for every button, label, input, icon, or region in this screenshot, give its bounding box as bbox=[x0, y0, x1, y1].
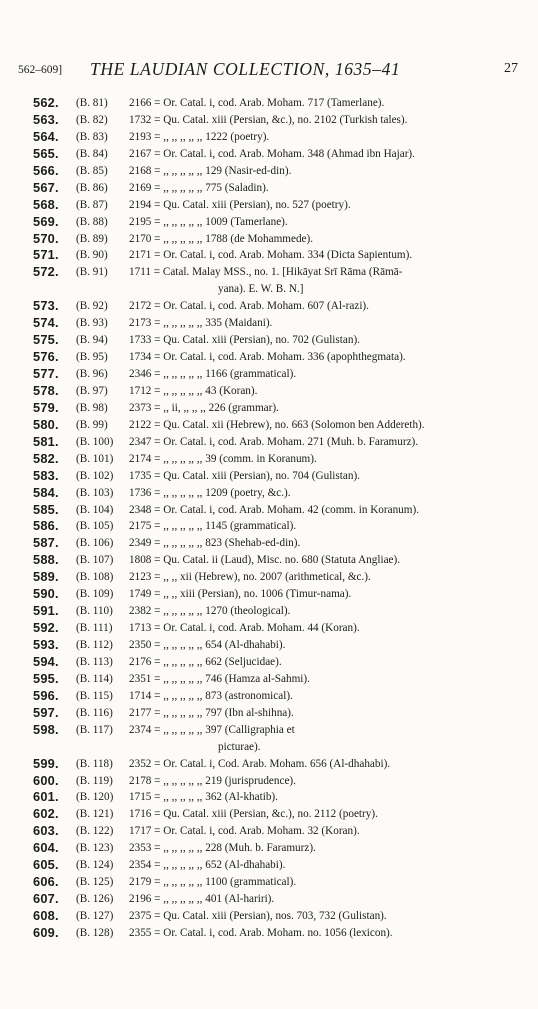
entry-reference: (B. 108) bbox=[76, 571, 114, 584]
entry-number: 591. bbox=[33, 603, 59, 619]
list-item bbox=[0, 891, 538, 908]
entry-number: 577. bbox=[33, 366, 59, 382]
entry-number: 565. bbox=[33, 145, 59, 161]
list-item bbox=[0, 722, 538, 756]
entry-number: 590. bbox=[33, 586, 59, 602]
entry-number: 575. bbox=[33, 332, 59, 348]
entry-reference: (B. 104) bbox=[76, 503, 114, 516]
entry-text: 2193 = ,, ,, ,, ,, ,, 1222 (poetry). bbox=[129, 130, 270, 143]
entry-number: 603. bbox=[33, 823, 59, 839]
entry-number: 589. bbox=[33, 569, 59, 585]
header-range: 562–609] bbox=[18, 64, 63, 76]
entry-reference: (B. 114) bbox=[76, 672, 113, 685]
entry-number: 608. bbox=[33, 908, 59, 924]
list-item bbox=[0, 366, 538, 383]
entry-text: 2171 = Or. Catal. i, cod. Arab. Moham. 334 (Dicta Sapientum). bbox=[129, 249, 413, 262]
list-item bbox=[0, 569, 538, 586]
entry-text: 2355 = Or. Catal. i, cod. Arab. Moham. no. 1056 (lexicon). bbox=[129, 926, 393, 939]
entry-reference: (B. 110) bbox=[76, 605, 113, 618]
entry-number: 566. bbox=[33, 162, 59, 178]
entry-reference: (B. 89) bbox=[76, 232, 108, 245]
list-item bbox=[0, 298, 538, 315]
entry-number: 580. bbox=[33, 416, 59, 432]
entry-number: 562. bbox=[33, 95, 59, 110]
entry-reference: (B. 87) bbox=[76, 198, 108, 211]
entry-text: 1749 = ,, ,, xiii (Persian), no. 1006 (Timur-nama). bbox=[129, 588, 352, 601]
entry-list bbox=[0, 95, 538, 942]
entry-text: 1712 = ,, ,, ,, ,, ,, 43 (Koran). bbox=[129, 384, 258, 397]
entry-reference: (B. 99) bbox=[76, 418, 108, 431]
list-item bbox=[0, 654, 538, 671]
entry-reference: (B. 84) bbox=[76, 147, 108, 160]
list-item bbox=[0, 552, 538, 569]
entry-text: 1715 = ,, ,, ,, ,, ,, 362 (Al-khatib). bbox=[129, 791, 278, 804]
entry-reference: (B. 86) bbox=[76, 181, 108, 194]
entry-number: 586. bbox=[33, 518, 59, 534]
list-item bbox=[0, 518, 538, 535]
list-item bbox=[0, 637, 538, 654]
entry-text: 2353 = ,, ,, ,, ,, ,, 228 (Muh. b. Faramurz). bbox=[129, 842, 316, 855]
entry-number: 583. bbox=[33, 467, 59, 483]
list-item bbox=[0, 756, 538, 773]
list-item bbox=[0, 163, 538, 180]
entry-reference: (B. 95) bbox=[76, 351, 108, 364]
list-item bbox=[0, 603, 538, 620]
entry-reference: (B. 117) bbox=[76, 723, 113, 736]
list-item bbox=[0, 502, 538, 519]
entry-number: 570. bbox=[33, 230, 59, 246]
entry-reference: (B. 121) bbox=[76, 808, 114, 821]
entry-reference: (B. 125) bbox=[76, 876, 114, 889]
entry-text: 1733 = Qu. Catal. xiii (Persian), no. 702 (Gulistan). bbox=[129, 334, 360, 347]
entry-text: 2352 = Or. Catal. i, Cod. Arab. Moham. 656 (Al-dhahabi). bbox=[129, 757, 391, 770]
entry-text: 2348 = Or. Catal. i, cod. Arab. Moham. 42 (comm. in Koranum). bbox=[129, 503, 419, 516]
list-item bbox=[0, 840, 538, 857]
list-item bbox=[0, 468, 538, 485]
entry-number: 604. bbox=[33, 840, 59, 856]
entry-reference: (B. 109) bbox=[76, 588, 114, 601]
entry-number: 595. bbox=[33, 670, 59, 686]
entry-reference: (B. 90) bbox=[76, 249, 108, 262]
list-item bbox=[0, 146, 538, 163]
entry-text: 2347 = Or. Catal. i, cod. Arab. Moham. 271 (Muh. b. Faramurz). bbox=[129, 435, 419, 448]
list-item bbox=[0, 705, 538, 722]
entry-reference: (B. 115) bbox=[76, 689, 113, 702]
entry-number: 567. bbox=[33, 179, 59, 195]
entry-reference: (B. 100) bbox=[76, 435, 114, 448]
entry-number: 607. bbox=[33, 891, 59, 907]
entry-reference: (B. 85) bbox=[76, 164, 108, 177]
entry-reference: (B. 98) bbox=[76, 401, 108, 414]
list-item bbox=[0, 112, 538, 129]
entry-text: 2346 = ,, ,, ,, ,, ,, 1166 (grammatical). bbox=[129, 368, 297, 381]
entry-text: 2195 = ,, ,, ,, ,, ,, 1009 (Tamerlane). bbox=[129, 215, 288, 228]
list-item bbox=[0, 908, 538, 925]
entry-reference: (B. 122) bbox=[76, 825, 114, 838]
list-item bbox=[0, 315, 538, 332]
list-item bbox=[0, 789, 538, 806]
page-number: 27 bbox=[504, 61, 518, 76]
entry-text-continuation: yana). E. W. B. N.] bbox=[218, 283, 304, 296]
list-item bbox=[0, 400, 538, 417]
entry-text: 2169 = ,, ,, ,, ,, ,, 775 (Saladin). bbox=[129, 181, 269, 194]
entry-text: 1732 = Qu. Catal. xiii (Persian, &c.), no. 2102 (Turkish tales). bbox=[129, 113, 408, 126]
list-item bbox=[0, 806, 538, 823]
entry-reference: (B. 116) bbox=[76, 706, 113, 719]
list-item bbox=[0, 247, 538, 264]
list-item bbox=[0, 874, 538, 891]
list-item bbox=[0, 95, 538, 112]
entry-reference: (B. 113) bbox=[76, 655, 113, 668]
entry-number: 592. bbox=[33, 620, 59, 636]
entry-text: 1717 = Or. Catal. i, cod. Arab. Moham. 32 (Koran). bbox=[129, 825, 360, 838]
list-item bbox=[0, 671, 538, 688]
entry-reference: (B. 102) bbox=[76, 469, 114, 482]
entry-reference: (B. 81) bbox=[76, 97, 108, 109]
running-title: THE LAUDIAN COLLECTION, 1635–41 bbox=[90, 59, 401, 79]
page-header bbox=[18, 59, 518, 81]
list-item bbox=[0, 434, 538, 451]
entry-number: 609. bbox=[33, 924, 59, 940]
entry-reference: (B. 112) bbox=[76, 639, 113, 652]
entry-text-continuation: picturae). bbox=[218, 740, 261, 753]
entry-text: 2173 = ,, ,, ,, ,, ,, 335 (Maidani). bbox=[129, 317, 273, 330]
entry-number: 574. bbox=[33, 315, 59, 331]
entry-reference: (B. 92) bbox=[76, 300, 108, 313]
entry-text: 2354 = ,, ,, ,, ,, ,, 652 (Al-dhahabi). bbox=[129, 859, 286, 872]
entry-text: 2176 = ,, ,, ,, ,, ,, 662 (Seljucidae). bbox=[129, 655, 282, 668]
entry-text: 2178 = ,, ,, ,, ,, ,, 219 (jurisprudence). bbox=[129, 774, 296, 787]
entry-reference: (B. 124) bbox=[76, 859, 114, 872]
list-item bbox=[0, 180, 538, 197]
entry-reference: (B. 91) bbox=[76, 266, 108, 279]
entry-text: 2172 = Or. Catal. i, cod. Arab. Moham. 607 (Al-razi). bbox=[129, 300, 369, 313]
entry-text: 1736 = ,, ,, ,, ,, ,, 1209 (poetry, &c.). bbox=[129, 486, 291, 499]
entry-text: 2196 = ,, ,, ,, ,, ,, 401 (Al-hariri). bbox=[129, 893, 275, 906]
entry-text: 2374 = ,, ,, ,, ,, ,, 397 (Calligraphia et bbox=[129, 723, 295, 736]
entry-number: 579. bbox=[33, 399, 59, 415]
entry-reference: (B. 88) bbox=[76, 215, 108, 228]
entry-text: 1714 = ,, ,, ,, ,, ,, 873 (astronomical). bbox=[129, 689, 293, 702]
entry-text: 2175 = ,, ,, ,, ,, ,, 1145 (grammatical). bbox=[129, 520, 297, 533]
entry-number: 578. bbox=[33, 382, 59, 398]
entry-number: 572. bbox=[33, 264, 59, 280]
list-item bbox=[0, 823, 538, 840]
entry-number: 606. bbox=[33, 874, 59, 890]
entry-reference: (B. 120) bbox=[76, 791, 114, 804]
entry-text: 2351 = ,, ,, ,, ,, ,, 746 (Hamza al-Sahmi). bbox=[129, 672, 310, 685]
list-item bbox=[0, 688, 538, 705]
list-item bbox=[0, 231, 538, 248]
entry-number: 587. bbox=[33, 535, 59, 551]
entry-number: 581. bbox=[33, 433, 59, 449]
entry-number: 568. bbox=[33, 196, 59, 212]
entry-number: 605. bbox=[33, 857, 59, 873]
entry-number: 571. bbox=[33, 247, 59, 263]
entry-text: 2194 = Qu. Catal. xiii (Persian), no. 527 (poetry). bbox=[129, 198, 351, 211]
entry-number: 576. bbox=[33, 349, 59, 365]
entry-text: 1808 = Qu. Catal. ii (Laud), Misc. no. 680 (Statuta Angliae). bbox=[129, 554, 401, 567]
entry-number: 584. bbox=[33, 484, 59, 500]
entry-text: 2174 = ,, ,, ,, ,, ,, 39 (comm. in Koranum). bbox=[129, 452, 317, 465]
entry-reference: (B. 126) bbox=[76, 893, 114, 906]
entry-text: 2123 = ,, ,, xii (Hebrew), no. 2007 (arithmetical, &c.). bbox=[129, 571, 371, 584]
entry-reference: (B. 119) bbox=[76, 774, 113, 787]
list-item bbox=[0, 857, 538, 874]
entry-reference: (B. 118) bbox=[76, 757, 113, 770]
entry-reference: (B. 101) bbox=[76, 452, 114, 465]
entry-reference: (B. 96) bbox=[76, 368, 108, 381]
entry-reference: (B. 111) bbox=[76, 622, 113, 635]
entry-text: 2166 = Or. Catal. i, cod. Arab. Moham. 717 (Tamerlane). bbox=[129, 97, 385, 109]
list-item bbox=[0, 383, 538, 400]
entry-reference: (B. 83) bbox=[76, 130, 108, 143]
entry-reference: (B. 127) bbox=[76, 910, 114, 923]
entry-reference: (B. 106) bbox=[76, 537, 114, 550]
entry-text: 2177 = ,, ,, ,, ,, ,, 797 (Ibn al-shihna). bbox=[129, 706, 294, 719]
entry-number: 597. bbox=[33, 704, 59, 720]
list-item bbox=[0, 535, 538, 552]
entry-number: 599. bbox=[33, 755, 59, 771]
entry-number: 601. bbox=[33, 789, 59, 805]
list-item bbox=[0, 451, 538, 468]
entry-reference: (B. 128) bbox=[76, 926, 114, 939]
list-item bbox=[0, 620, 538, 637]
entry-number: 573. bbox=[33, 298, 59, 314]
entry-text: 2170 = ,, ,, ,, ,, ,, 1788 (de Mohammede). bbox=[129, 232, 314, 245]
entry-text: 2179 = ,, ,, ,, ,, ,, 1100 (grammatical). bbox=[129, 876, 297, 889]
list-item bbox=[0, 773, 538, 790]
entry-text: 2373 = ,, ii, ,, ,, ,, 226 (grammar). bbox=[129, 401, 279, 414]
entry-text: 2122 = Qu. Catal. xii (Hebrew), no. 663 (Solomon ben Addereth). bbox=[129, 418, 425, 431]
entry-number: 596. bbox=[33, 687, 59, 703]
entry-reference: (B. 93) bbox=[76, 317, 108, 330]
entry-number: 602. bbox=[33, 806, 59, 822]
entry-text: 1711 = Catal. Malay MSS., no. 1. [Hikāyat Srī Rāma (Rāmā- bbox=[129, 266, 403, 279]
entry-number: 593. bbox=[33, 637, 59, 653]
entry-reference: (B. 103) bbox=[76, 486, 114, 499]
entry-text: 2168 = ,, ,, ,, ,, ,, 129 (Nasir-ed-din). bbox=[129, 164, 292, 177]
entry-text: 2375 = Qu. Catal. xiii (Persian), nos. 703, 732 (Gulistan). bbox=[129, 910, 387, 923]
entry-reference: (B. 94) bbox=[76, 334, 108, 347]
entry-text: 1734 = Or. Catal. i, cod. Arab. Moham. 336 (apophthegmata). bbox=[129, 351, 406, 364]
list-item bbox=[0, 197, 538, 214]
entry-text: 2167 = Or. Catal. i, cod. Arab. Moham. 348 (Ahmad ibn Hajar). bbox=[129, 147, 415, 160]
entry-text: 2382 = ,, ,, ,, ,, ,, 1270 (theological). bbox=[129, 605, 291, 618]
entry-number: 600. bbox=[33, 772, 59, 788]
list-item bbox=[0, 485, 538, 502]
entry-text: 2349 = ,, ,, ,, ,, ,, 823 (Shehab-ed-din). bbox=[129, 537, 301, 550]
entry-reference: (B. 107) bbox=[76, 554, 114, 567]
entry-text: 2350 = ,, ,, ,, ,, ,, 654 (Al-dhahabi). bbox=[129, 639, 286, 652]
entry-number: 569. bbox=[33, 213, 59, 229]
entry-reference: (B. 97) bbox=[76, 384, 108, 397]
entry-reference: (B. 82) bbox=[76, 113, 108, 126]
list-item bbox=[0, 264, 538, 298]
entry-number: 585. bbox=[33, 501, 59, 517]
entry-reference: (B. 123) bbox=[76, 842, 114, 855]
list-item bbox=[0, 214, 538, 231]
entry-text: 1735 = Qu. Catal. xiii (Persian), no. 704 (Gulistan). bbox=[129, 469, 360, 482]
list-item bbox=[0, 925, 538, 942]
entry-number: 588. bbox=[33, 552, 59, 568]
entry-text: 1716 = Qu. Catal. xiii (Persian, &c.), no. 2112 (poetry). bbox=[129, 808, 378, 821]
entry-number: 564. bbox=[33, 128, 59, 144]
list-item bbox=[0, 129, 538, 146]
list-item bbox=[0, 417, 538, 434]
list-item bbox=[0, 349, 538, 366]
entry-reference: (B. 105) bbox=[76, 520, 114, 533]
entry-number: 563. bbox=[33, 111, 59, 127]
entry-text: 1713 = Or. Catal. i, cod. Arab. Moham. 44 (Koran). bbox=[129, 622, 360, 635]
entry-number: 582. bbox=[33, 450, 59, 466]
entry-number: 594. bbox=[33, 653, 59, 669]
entry-number: 598. bbox=[33, 721, 59, 737]
list-item bbox=[0, 586, 538, 603]
list-item bbox=[0, 332, 538, 349]
